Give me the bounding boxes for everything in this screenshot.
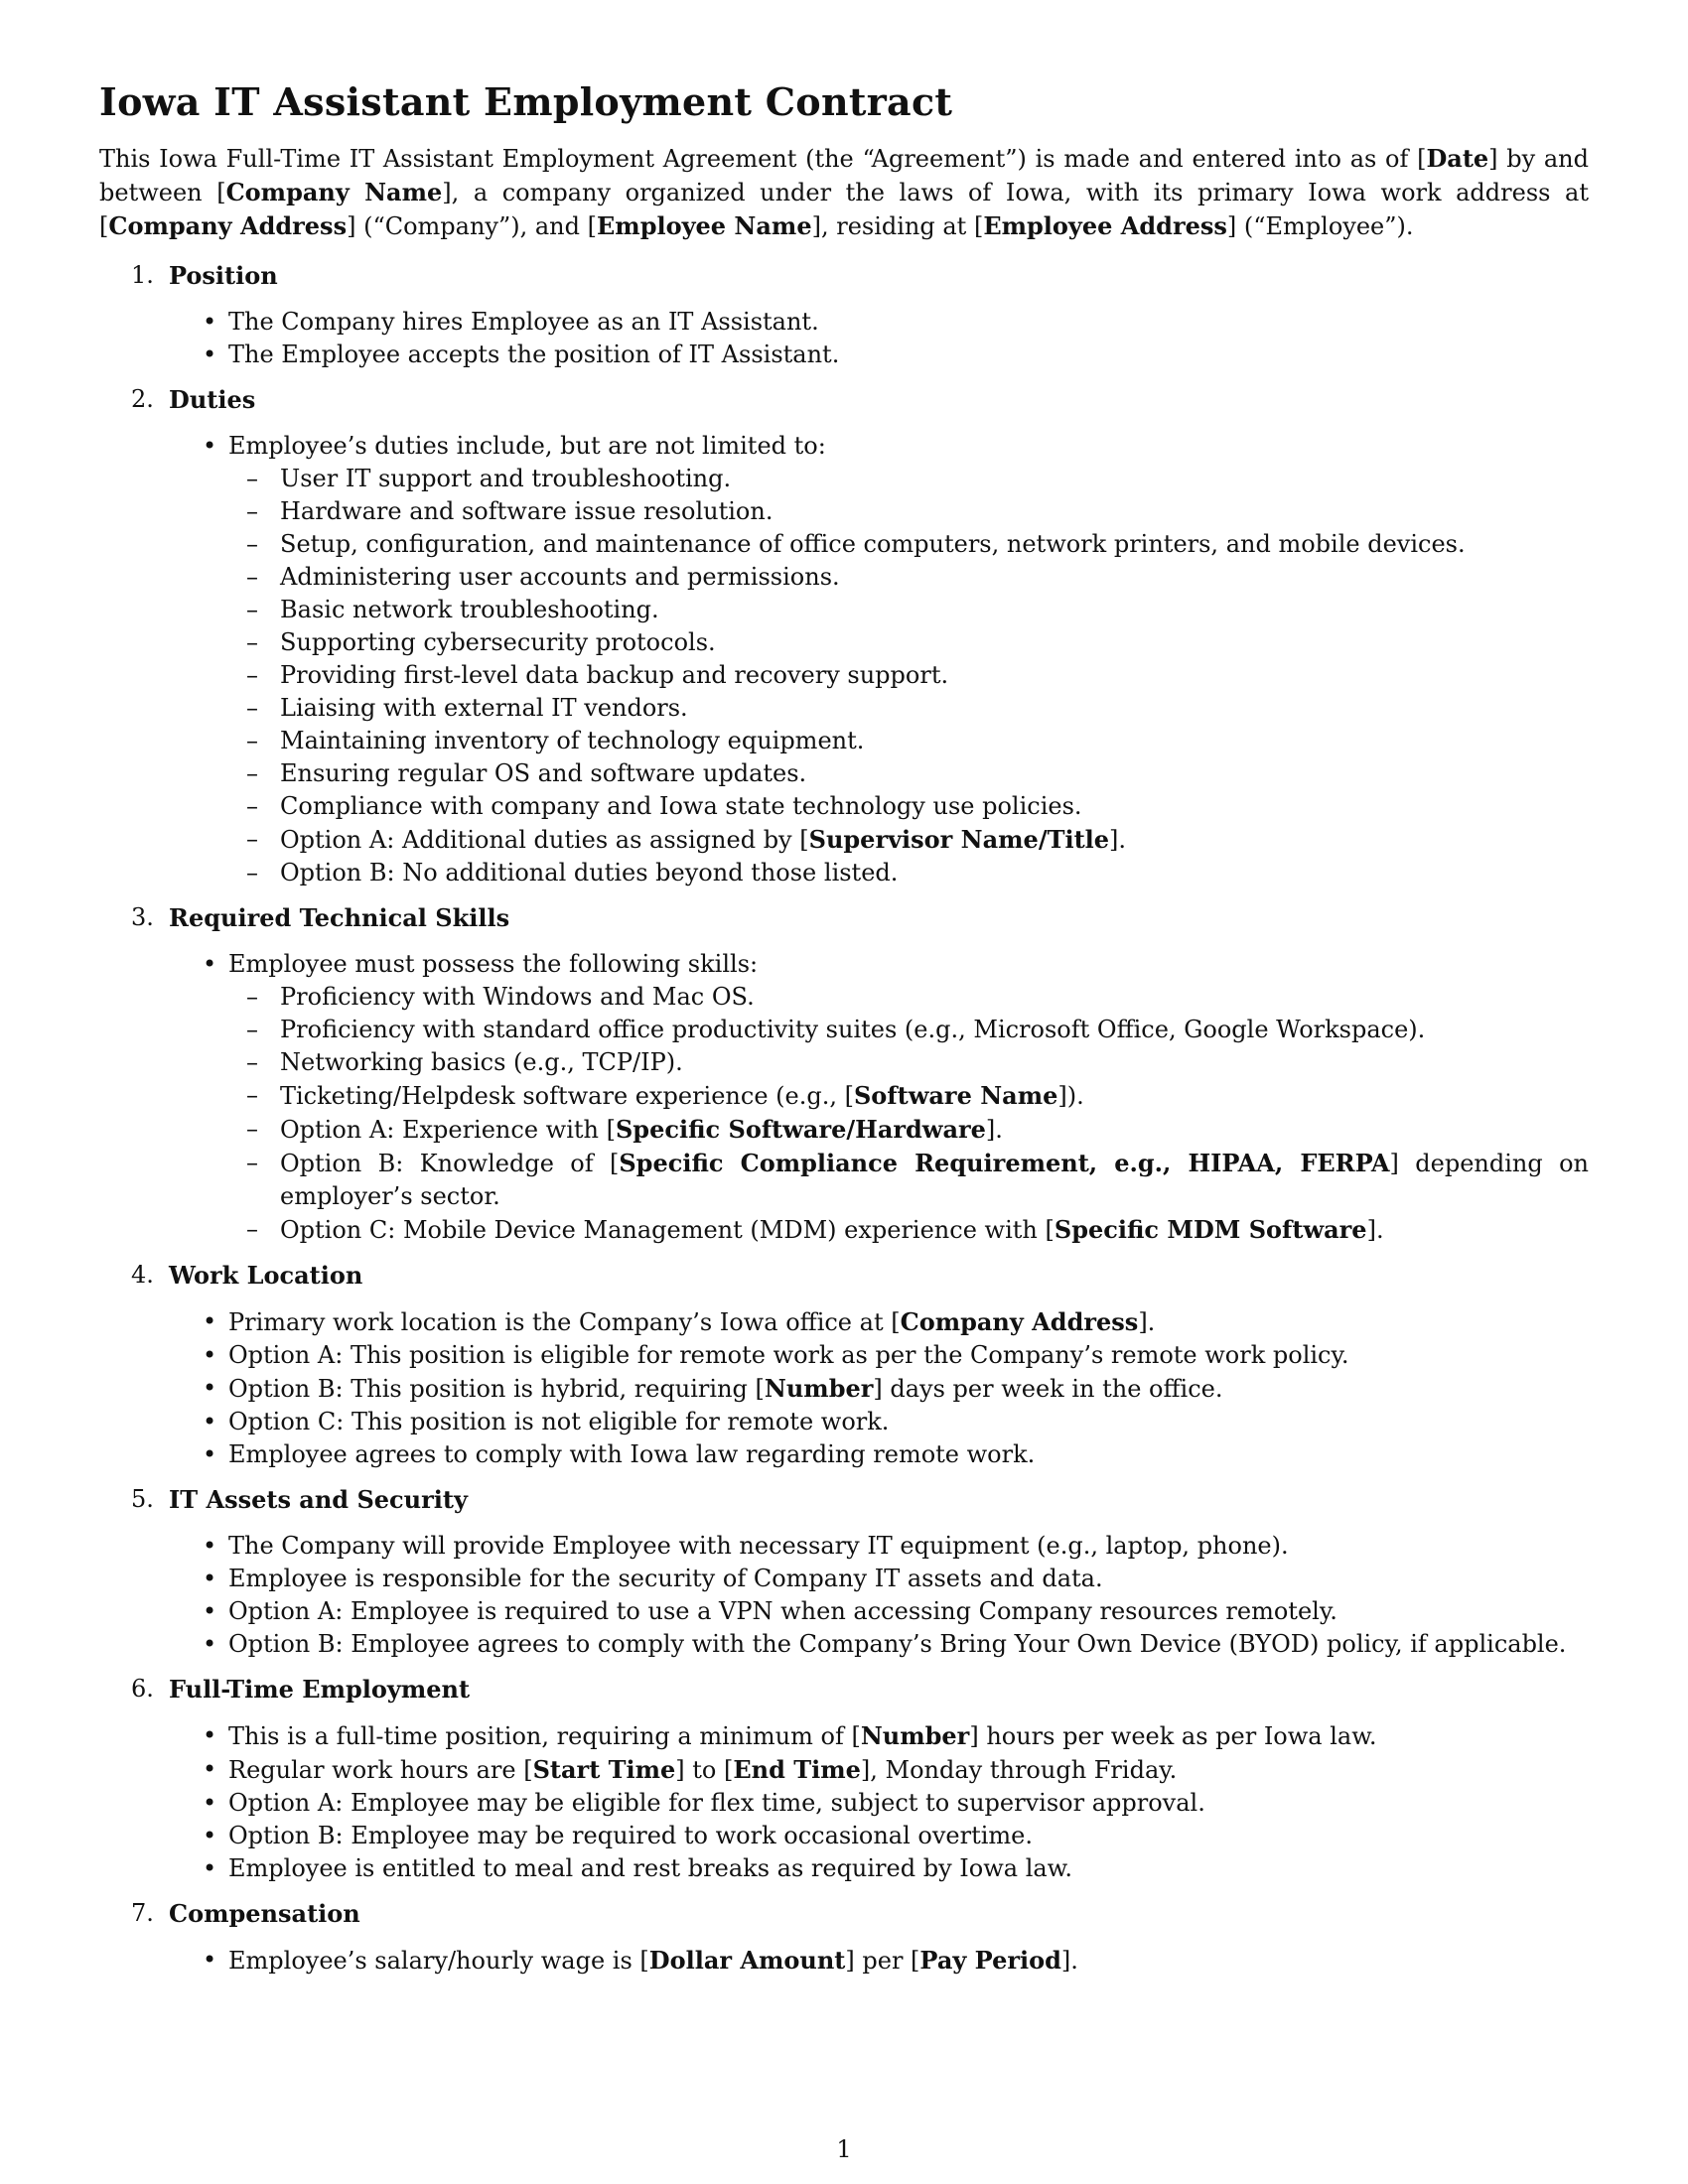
list-item: [99, 339, 1589, 371]
text-run: ].: [1366, 1216, 1384, 1244]
bullet-list: [99, 306, 1589, 371]
intro-paragraph: [99, 142, 1589, 243]
list-item: [99, 1563, 1589, 1595]
placeholder-field: Supervisor Name/Title: [808, 825, 1110, 854]
text-run: Networking basics (e.g., TCP/IP).: [280, 1048, 683, 1076]
bullet-icon: •: [203, 1822, 217, 1849]
list-item-text: [228, 1820, 1589, 1852]
text-run: ].: [1060, 1947, 1078, 1975]
sub-list: [228, 981, 1589, 1247]
text-run: Employee’s salary/hourly wage is [: [228, 1947, 649, 1975]
bullet-icon: •: [203, 1630, 217, 1658]
bullet-icon: •: [203, 1374, 217, 1402]
section-title: Required Technical Skills: [169, 903, 510, 932]
text-run: Primary work location is the Company’s Iowa office at [: [228, 1308, 901, 1336]
bullet-icon: •: [203, 1307, 217, 1335]
text-run: Option B: Employee may be required to work occasional overtime.: [228, 1822, 1033, 1849]
text-run: ].: [1109, 826, 1127, 854]
section-number: 6.: [131, 1675, 154, 1703]
text-run: Basic network troubleshooting.: [280, 596, 659, 623]
dash-icon: –: [246, 825, 258, 853]
text-run: User IT support and troubleshooting.: [280, 465, 732, 492]
bullet-icon: •: [203, 1408, 217, 1435]
text-run: Proficiency with standard office productivity suites (e.g., Microsoft Office, Google Workspace).: [280, 1016, 1426, 1043]
bullet-icon: •: [203, 1789, 217, 1817]
list-item-text: [228, 1339, 1589, 1372]
sub-list-item: [228, 1079, 1589, 1113]
placeholder-field: Start Time: [532, 1755, 676, 1784]
bullet-icon: •: [203, 432, 217, 460]
text-run: Liaising with external IT vendors.: [280, 694, 688, 722]
section: [99, 1897, 1589, 1978]
list-item: [99, 1628, 1589, 1661]
placeholder-field: Specific Software/Hardware: [615, 1115, 986, 1144]
text-run: Option A: Experience with [: [280, 1116, 616, 1144]
dash-icon: –: [246, 1048, 258, 1076]
section-number: 7.: [131, 1899, 154, 1927]
sub-list-item: [228, 757, 1589, 790]
text-run: Regular work hours are [: [228, 1756, 533, 1784]
text-run: ], residing at [: [811, 212, 984, 240]
bullet-icon: •: [203, 1341, 217, 1369]
list-item: [99, 1595, 1589, 1628]
text-run: Supporting cybersecurity protocols.: [280, 628, 716, 656]
sub-list-item: [228, 626, 1589, 659]
list-item: [99, 1339, 1589, 1372]
text-run: Compliance with company and Iowa state technology use policies.: [280, 792, 1082, 820]
text-run: Ticketing/Helpdesk software experience (e.g., [: [280, 1082, 854, 1110]
bullet-icon: •: [203, 1532, 217, 1560]
section-list: [99, 259, 1589, 1978]
text-run: This Iowa Full-Time IT Assistant Employment Agreement (the “Agreement”) is made and entered into as of: [99, 145, 1418, 173]
list-item-text: [228, 1530, 1589, 1563]
list-item-text: [228, 1787, 1589, 1820]
list-item-text: [228, 1852, 1589, 1885]
text-run: Ensuring regular OS and software updates.: [280, 759, 807, 787]
placeholder-field: Pay Period: [919, 1946, 1061, 1975]
dash-icon: –: [246, 792, 258, 820]
dash-icon: –: [246, 759, 258, 787]
bullet-icon: •: [203, 308, 217, 336]
bullet-list: [99, 1305, 1589, 1471]
list-item-text: [228, 430, 1589, 463]
section-title: Duties: [169, 385, 256, 414]
dash-icon: –: [246, 859, 258, 887]
sub-list-item: [228, 528, 1589, 561]
dash-icon: –: [246, 1016, 258, 1043]
list-item-text: [228, 1944, 1589, 1978]
list-item-text: [228, 1563, 1589, 1595]
text-run: Hardware and software issue resolution.: [280, 497, 774, 525]
dash-icon: –: [246, 497, 258, 525]
list-item-text: [228, 339, 1589, 371]
text-run: Maintaining inventory of technology equipment.: [280, 727, 865, 754]
dash-icon: –: [246, 983, 258, 1011]
text-run: ] hours per week as per Iowa law.: [969, 1722, 1377, 1750]
dash-icon: –: [246, 530, 258, 558]
text-run: Employee agrees to comply with Iowa law regarding remote work.: [228, 1440, 1036, 1468]
dash-icon: –: [246, 661, 258, 689]
text-run: Option A: Additional duties as assigned by [: [280, 826, 809, 854]
placeholder-field: Company Address: [900, 1307, 1139, 1336]
section-title: Full-Time Employment: [169, 1675, 471, 1704]
list-item: [99, 1787, 1589, 1820]
bullet-list: [99, 948, 1589, 1247]
page-number: 1: [836, 2135, 852, 2163]
sub-list-item: [228, 659, 1589, 692]
placeholder-field: Specific MDM Software: [1054, 1215, 1367, 1244]
bullet-list: [99, 430, 1589, 889]
sub-list-item: [228, 1147, 1589, 1213]
section-number: 5.: [131, 1485, 154, 1513]
text-run: ] to [: [675, 1756, 734, 1784]
placeholder-field: End Time: [733, 1755, 861, 1784]
sub-list-item: [228, 692, 1589, 725]
section-heading: [99, 259, 1589, 292]
section-number: 4.: [131, 1261, 154, 1289]
text-run: Employee’s duties include, but are not limited to:: [228, 432, 826, 460]
page-title: Iowa IT Assistant Employment Contract: [99, 79, 953, 124]
text-run: Providing first-level data backup and recovery support.: [280, 661, 949, 689]
sub-list-item: [228, 561, 1589, 594]
text-run: ] depending on employer’s sector.: [280, 1150, 1589, 1210]
section-title: Position: [169, 261, 278, 290]
placeholder-field: Employee Address: [983, 211, 1227, 240]
dash-icon: –: [246, 694, 258, 722]
text-run: Option B: No additional duties beyond those listed.: [280, 859, 899, 887]
list-item-text: [228, 1305, 1589, 1339]
section-number: 3.: [131, 903, 154, 931]
section: [99, 901, 1589, 1247]
sub-list-item: [228, 1014, 1589, 1046]
list-item-text: [228, 1406, 1589, 1438]
bullet-list: [99, 1719, 1589, 1885]
text-run: Employee is entitled to meal and rest breaks as required by Iowa law.: [228, 1854, 1072, 1882]
list-item: [99, 1406, 1589, 1438]
text-run: Administering user accounts and permissions.: [280, 563, 840, 591]
section-heading: [99, 1259, 1589, 1292]
bullet-list: [99, 1530, 1589, 1661]
section: [99, 1259, 1589, 1471]
placeholder-field: Number: [860, 1721, 970, 1750]
text-run: ].: [1138, 1308, 1156, 1336]
section-title: Compensation: [169, 1899, 360, 1928]
dash-icon: –: [246, 727, 258, 754]
placeholder-field: Number: [764, 1374, 874, 1403]
bullet-icon: •: [203, 1946, 217, 1974]
bullet-icon: •: [203, 950, 217, 978]
section-heading: [99, 901, 1589, 934]
section-title: IT Assets and Security: [169, 1485, 468, 1514]
text-run: Proficiency with Windows and Mac OS.: [280, 983, 755, 1011]
text-run: ] (“Company”), and [: [347, 212, 597, 240]
text-run: ] (“Employee”).: [1226, 212, 1414, 240]
list-item-text: [228, 1595, 1589, 1628]
sub-list-item: [228, 1046, 1589, 1079]
bullet-icon: •: [203, 1597, 217, 1625]
text-run: Option C: Mobile Device Management (MDM) experience with [: [280, 1216, 1055, 1244]
dash-icon: –: [246, 628, 258, 656]
placeholder-field: Dollar Amount: [648, 1946, 846, 1975]
sub-list-item: [228, 495, 1589, 528]
text-run: ].: [985, 1116, 1003, 1144]
text-run: The Employee accepts the position of IT Assistant.: [228, 341, 840, 368]
text-run: This is a full-time position, requiring a minimum of [: [228, 1722, 861, 1750]
list-item: [99, 1820, 1589, 1852]
list-item: [99, 1372, 1589, 1406]
list-item: [99, 1852, 1589, 1885]
list-item-text: [228, 1628, 1589, 1661]
text-run: ] by and between [: [99, 145, 1590, 206]
bullet-list: [99, 1944, 1589, 1978]
dash-icon: –: [246, 563, 258, 591]
sub-list-item: [228, 1213, 1589, 1247]
placeholder-field: Company Name: [225, 178, 443, 206]
text-run: The Company hires Employee as an IT Assistant.: [228, 308, 819, 336]
sub-list-item: [228, 981, 1589, 1014]
bullet-icon: •: [203, 341, 217, 368]
text-run: ]).: [1057, 1082, 1084, 1110]
sub-list-item: [228, 857, 1589, 889]
dash-icon: –: [246, 1115, 258, 1143]
text-run: Option B: This position is hybrid, requiring [: [228, 1375, 765, 1403]
list-item: [99, 430, 1589, 889]
text-run: The Company will provide Employee with necessary IT equipment (e.g., laptop, phone).: [228, 1532, 1289, 1560]
list-item: [99, 1438, 1589, 1471]
section-heading: [99, 1897, 1589, 1930]
text-run: ] days per week in the office.: [873, 1375, 1223, 1403]
section-heading: [99, 1673, 1589, 1706]
placeholder-field: Specific Compliance Requirement, e.g., HIPAA, FERPA: [619, 1149, 1390, 1177]
dash-icon: –: [246, 465, 258, 492]
sub-list-item: [228, 594, 1589, 626]
placeholder-field: Company Address: [108, 211, 348, 240]
list-item: [99, 1305, 1589, 1339]
section: [99, 1483, 1589, 1661]
text-run: ], Monday through Friday.: [860, 1756, 1178, 1784]
bullet-icon: •: [203, 1721, 217, 1749]
dash-icon: –: [246, 1215, 258, 1243]
dash-icon: –: [246, 1149, 258, 1176]
sub-list-item: [228, 725, 1589, 757]
list-item: [99, 1944, 1589, 1978]
bullet-icon: •: [203, 1565, 217, 1592]
list-item: [99, 1719, 1589, 1753]
section: [99, 259, 1589, 371]
section-number: 1.: [131, 261, 154, 289]
text-run: Option B: Employee agrees to comply with the Company’s Bring Your Own Device (BYOD) policy, if applicable.: [228, 1630, 1567, 1658]
placeholder-field: Employee Name: [597, 211, 812, 240]
list-item-text: [228, 1372, 1589, 1406]
list-item: [99, 948, 1589, 1247]
section-heading: [99, 383, 1589, 416]
text-run: [: [1417, 145, 1427, 173]
sub-list-item: [228, 463, 1589, 495]
list-item-text: [228, 1719, 1589, 1753]
text-run: Option B: Knowledge of [: [280, 1150, 620, 1177]
text-run: ], a company organized under the laws of Iowa, with its primary Iowa work address at [: [99, 179, 1589, 240]
section: [99, 1673, 1589, 1885]
sub-list: [228, 463, 1589, 889]
text-run: Option A: Employee may be eligible for flex time, subject to supervisor approval.: [228, 1789, 1205, 1817]
list-item-text: [228, 306, 1589, 339]
dash-icon: –: [246, 596, 258, 623]
list-item-text: [228, 1438, 1589, 1471]
sub-list-item: [228, 823, 1589, 857]
list-item: [99, 306, 1589, 339]
bullet-icon: •: [203, 1440, 217, 1468]
text-run: Employee must possess the following skills:: [228, 950, 759, 978]
section-heading: [99, 1483, 1589, 1516]
sub-list-item: [228, 1113, 1589, 1147]
list-item: [99, 1753, 1589, 1787]
placeholder-field: Software Name: [853, 1081, 1058, 1110]
section: [99, 383, 1589, 889]
bullet-icon: •: [203, 1854, 217, 1882]
document-page: [99, 79, 1589, 1989]
text-run: Employee is responsible for the security of Company IT assets and data.: [228, 1565, 1103, 1592]
text-run: Option A: Employee is required to use a VPN when accessing Company resources remotely.: [228, 1597, 1337, 1625]
sub-list-item: [228, 790, 1589, 823]
text-run: Option A: This position is eligible for remote work as per the Company’s remote work policy.: [228, 1341, 1349, 1369]
text-run: ] per [: [845, 1947, 920, 1975]
list-item-text: [228, 1753, 1589, 1787]
bullet-icon: •: [203, 1755, 217, 1783]
section-title: Work Location: [169, 1261, 363, 1290]
text-run: Setup, configuration, and maintenance of office computers, network printers, and mobile devices.: [280, 530, 1466, 558]
placeholder-field: Date: [1426, 144, 1489, 173]
list-item-text: [228, 948, 1589, 981]
list-item: [99, 1530, 1589, 1563]
dash-icon: –: [246, 1081, 258, 1109]
text-run: Option C: This position is not eligible for remote work.: [228, 1408, 890, 1435]
section-number: 2.: [131, 385, 154, 413]
